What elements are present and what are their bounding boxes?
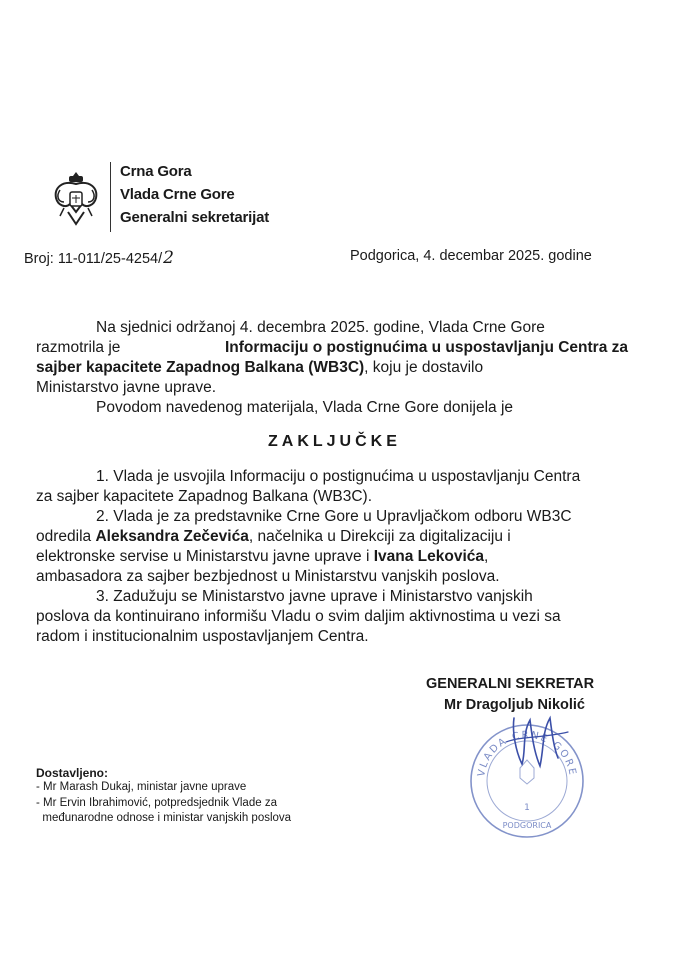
- header-government: Vlada Crne Gore: [120, 186, 235, 203]
- conclusion-3-line-3: radom i institucionalnim uspostavljanjem Centra.: [36, 628, 369, 645]
- header-divider: [110, 162, 111, 232]
- distribution-heading: Dostavljeno:: [36, 766, 109, 780]
- stamp-city: PODGORICA: [502, 821, 552, 830]
- reference-number: Broj: 11-011/25-4254/2: [24, 248, 174, 268]
- handwritten-number: 2: [163, 248, 174, 268]
- coat-of-arms-icon: [50, 168, 102, 228]
- conclusion-2-line-1: 2. Vlada je za predstavnike Crne Gore u Upravljačkom odboru WB3C: [96, 508, 572, 525]
- conclusion-1-line-2: za sajber kapacitete Zapadnog Balkana (WB3C).: [36, 488, 373, 505]
- stamp-top-text: VLADA CRNE GORE: [476, 729, 578, 778]
- header-secretariat: Generalni sekretarijat: [120, 209, 270, 226]
- stamp-number: 1: [524, 803, 530, 813]
- header-country: Crna Gora: [120, 163, 192, 180]
- conclusion-1-line-1: 1. Vlada je usvojila Informaciju o postignućima u uspostavljanju Centra: [96, 468, 581, 485]
- distribution-item: - Mr Ervin Ibrahimović, potpredsjednik Vlade za: [36, 797, 277, 809]
- place-date: Podgorica, 4. decembar 2025. godine: [350, 248, 592, 264]
- intro-paragraph: [36, 318, 628, 418]
- conclusion-3-line-2: poslova da kontinuirano informišu Vladu o svim daljim aktivnostima u vezi sa: [36, 608, 561, 625]
- intro-line-5: Povodom navedenog materijala, Vlada Crne Gore donijela je: [96, 399, 514, 416]
- conclusion-3-line-1: 3. Zadužuju se Ministarstvo javne uprave i Ministarstvo vanjskih: [96, 588, 533, 605]
- intro-line-2: razmotrila je Informaciju o postignućima u uspostavljanju Centra za: [36, 339, 628, 356]
- distribution-item: - Mr Marash Dukaj, ministar javne uprave: [36, 781, 247, 793]
- intro-line-1: Na sjednici održanoj 4. decembra 2025. godine, Vlada Crne Gore: [96, 319, 545, 336]
- handwritten-signature: [492, 712, 582, 772]
- signatory-title: GENERALNI SEKRETAR: [426, 676, 595, 692]
- section-title: ZAKLJUČKE: [268, 433, 401, 450]
- conclusion-2-line-3: elektronske servise u Ministarstvu javne uprave i Ivana Lekovića,: [36, 548, 489, 565]
- signatory-name: Mr Dragoljub Nikolić: [444, 697, 585, 713]
- conclusion-2-line-2: odredila Aleksandra Zečevića, načelnika u Direkciji za digitalizaciju i: [36, 528, 511, 545]
- intro-line-3: sajber kapacitete Zapadnog Balkana (WB3C), koju je dostavilo: [36, 359, 484, 376]
- conclusion-2-line-4: ambasadora za sajber bezbjednost u Ministarstvu vanjskih poslova.: [36, 568, 500, 585]
- conclusions: [36, 467, 628, 647]
- distribution-item: međunarodne odnose i ministar vanjskih poslova: [36, 812, 292, 824]
- intro-line-4: Ministarstvo javne uprave.: [36, 379, 217, 396]
